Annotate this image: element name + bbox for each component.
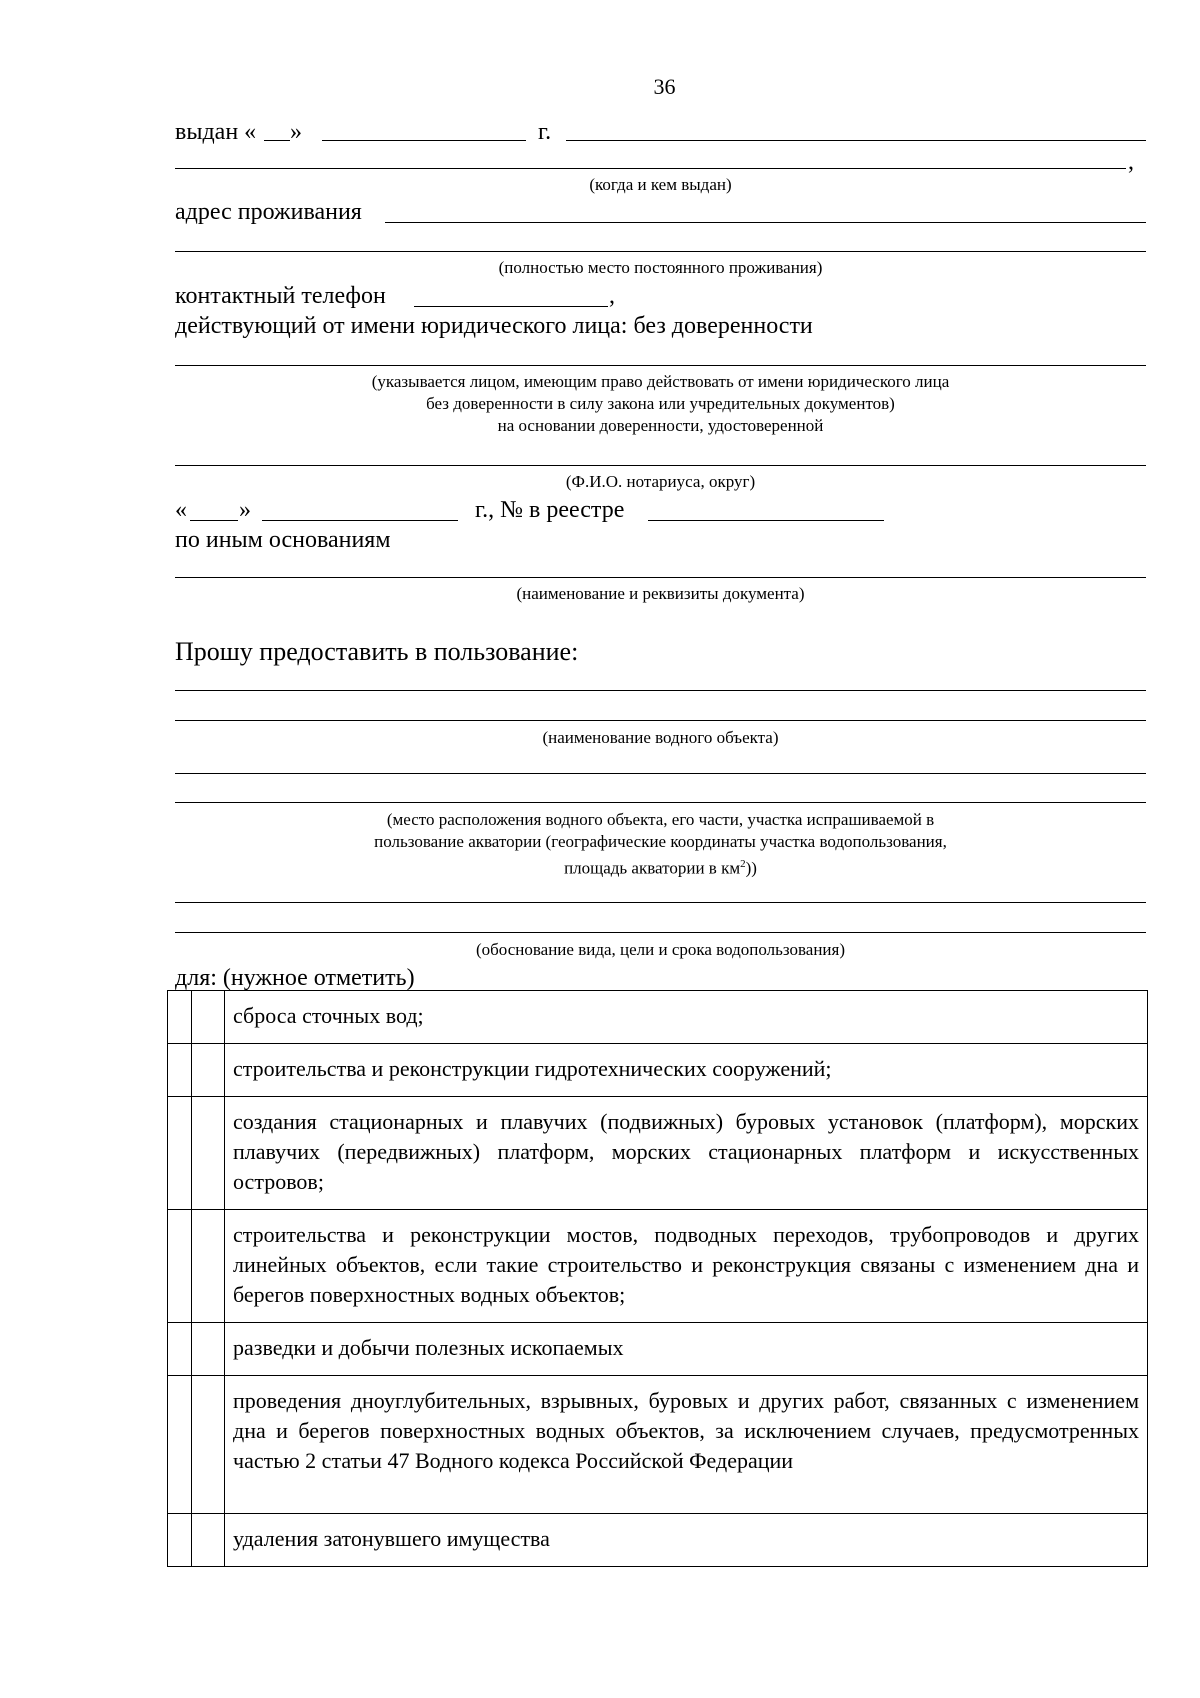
justification-field[interactable] <box>175 902 1146 903</box>
purpose-mark-cell <box>192 1323 225 1376</box>
purpose-mark-cell <box>192 1097 225 1210</box>
issued-month-field[interactable] <box>322 140 526 141</box>
purpose-checkbox[interactable] <box>168 1323 192 1376</box>
request-title: Прошу предоставить в пользование: <box>175 637 579 666</box>
issued-hint: (когда и кем выдан) <box>589 175 732 194</box>
location-field[interactable] <box>175 773 1146 774</box>
issued-day-field[interactable] <box>264 140 290 141</box>
location-hint-line-2: пользование акватории (географические координаты участка водопользования, <box>374 832 947 851</box>
water-object-field-line2[interactable] <box>175 720 1146 721</box>
purpose-row <box>168 1514 1148 1567</box>
purpose-mark-cell <box>192 1514 225 1567</box>
acting-text: действующий от имени юридического лица: без доверенности <box>175 313 813 339</box>
purposes-table <box>167 990 1148 1567</box>
address-field-line2[interactable] <box>175 251 1146 252</box>
purpose-text: сброса сточных вод; <box>225 991 1148 1044</box>
justification-hint: (обоснование вида, цели и срока водопользования) <box>475 940 846 959</box>
purpose-row <box>168 1097 1148 1210</box>
address-label: адрес проживания <box>175 199 362 225</box>
acting-hint-line-1: (указывается лицом, имеющим право действовать от имени юридического лица <box>371 372 950 391</box>
purpose-text: удаления затонувшего имущества <box>225 1514 1148 1567</box>
registry-day-field[interactable] <box>190 520 238 521</box>
justification-field-line2[interactable] <box>175 932 1146 933</box>
other-grounds-label: по иным основаниям <box>175 527 391 553</box>
purposes-label: для: (нужное отметить) <box>175 965 415 991</box>
purpose-row <box>168 1210 1148 1323</box>
purpose-checkbox[interactable] <box>168 1376 192 1514</box>
address-field[interactable] <box>385 222 1146 223</box>
purpose-checkbox[interactable] <box>168 1514 192 1567</box>
issued-label: выдан « <box>175 119 257 145</box>
purpose-text: разведки и добычи полезных ископаемых <box>225 1323 1148 1376</box>
notary-field[interactable] <box>175 465 1146 466</box>
phone-label: контактный телефон <box>175 283 386 309</box>
purpose-text: создания стационарных и плавучих (подвижных) буровых установок (платформ), морских плавучих (передвижных) платформ, морских стационарных платформ и искусственных островов; <box>225 1097 1148 1210</box>
acting-field[interactable] <box>175 365 1146 366</box>
other-grounds-field[interactable] <box>175 577 1146 578</box>
location-hint-line-3: площадь акватории в $км^2$)) <box>564 858 757 878</box>
registry-month-field[interactable] <box>262 520 458 521</box>
issued-quote-close: » <box>290 119 302 145</box>
purpose-checkbox[interactable] <box>168 991 192 1044</box>
registry-quote-close: » <box>239 497 251 523</box>
issued-year-label: г. <box>538 119 552 145</box>
acting-hint-line-2: без доверенности в силу закона или учредительных документов) <box>426 394 895 413</box>
issued-by-field-line2[interactable] <box>175 168 1126 169</box>
purpose-text: строительства и реконструкции гидротехнических сооружений; <box>225 1044 1148 1097</box>
issued-comma: , <box>1128 149 1134 175</box>
water-object-field[interactable] <box>175 690 1146 691</box>
address-hint: (полностью место постоянного проживания) <box>498 258 823 277</box>
purpose-row <box>168 1323 1148 1376</box>
purpose-mark-cell <box>192 1210 225 1323</box>
phone-comma: , <box>609 283 615 309</box>
purpose-row <box>168 1376 1148 1514</box>
registry-number-field[interactable] <box>648 520 884 521</box>
issued-by-field[interactable] <box>566 140 1146 141</box>
purpose-mark-cell <box>192 1376 225 1514</box>
purpose-checkbox[interactable] <box>168 1210 192 1323</box>
purpose-checkbox[interactable] <box>168 1097 192 1210</box>
other-grounds-hint: (наименование и реквизиты документа) <box>516 584 805 603</box>
location-field-line2[interactable] <box>175 802 1146 803</box>
water-object-hint: (наименование водного объекта) <box>542 728 779 747</box>
purpose-mark-cell <box>192 991 225 1044</box>
registry-quote-open: « <box>175 497 187 523</box>
phone-field[interactable] <box>414 306 608 307</box>
notary-hint: (Ф.И.О. нотариуса, округ) <box>565 472 756 491</box>
purpose-text: строительства и реконструкции мостов, подводных переходов, трубопроводов и других линейных объектов, если такие строительство и реконструкция связаны с изменением дна и берегов поверхностных водных объектов; <box>225 1210 1148 1323</box>
acting-hint-line-3: на основании доверенности, удостоверенной <box>497 416 824 435</box>
location-hint-line-1: (место расположения водного объекта, его части, участка испрашиваемой в <box>386 810 935 829</box>
purpose-row <box>168 1044 1148 1097</box>
purpose-text: проведения дноуглубительных, взрывных, буровых и других работ, связанных с изменением дна и берегов поверхностных водных объектов, за исключением случаев, предусмотренных частью 2 статьи 47 Водного кодекса Российской Федерации <box>225 1376 1148 1514</box>
purpose-checkbox[interactable] <box>168 1044 192 1097</box>
purpose-row <box>168 991 1148 1044</box>
page-number: 36 <box>653 74 676 99</box>
registry-text: г., № в реестре <box>475 497 625 523</box>
purpose-mark-cell <box>192 1044 225 1097</box>
